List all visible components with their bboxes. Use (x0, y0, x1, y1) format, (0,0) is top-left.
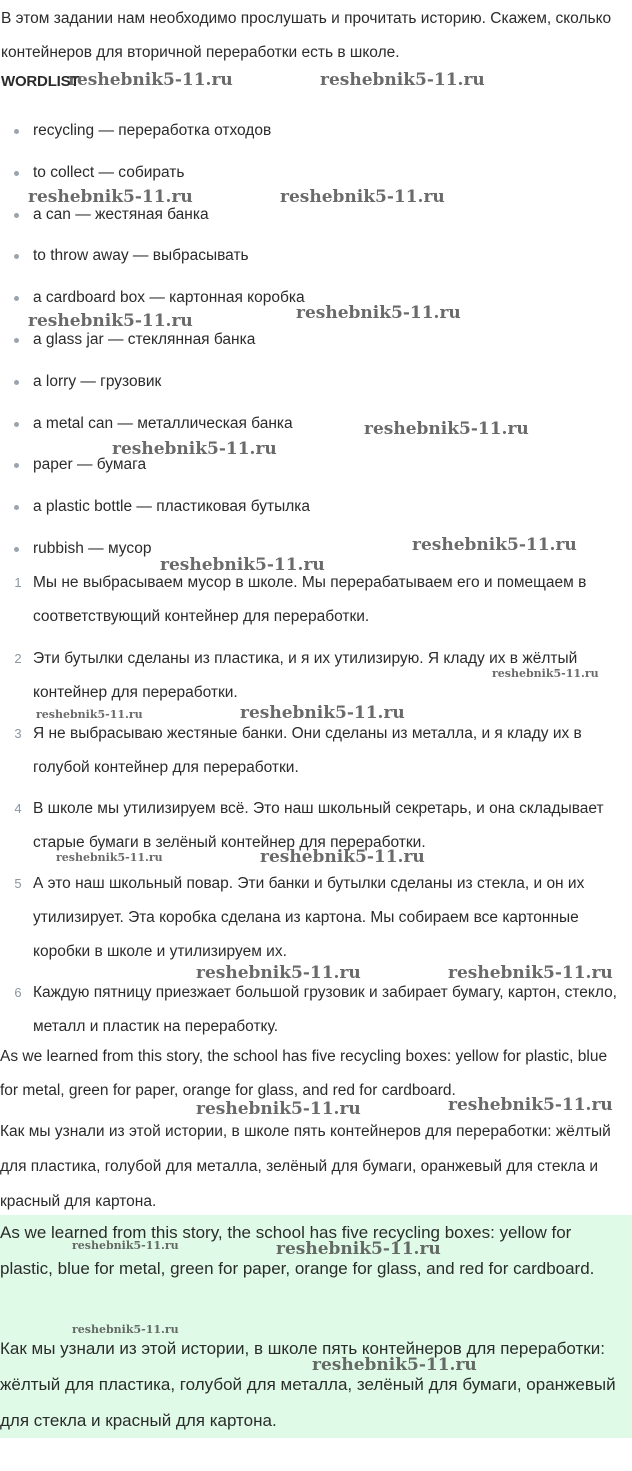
watermark: reshebnik5-11.ru (448, 963, 613, 983)
bullet-icon (14, 129, 19, 134)
watermark: reshebnik5-11.ru (412, 535, 577, 555)
bullet-icon (14, 254, 19, 259)
story-item-text: В школе мы утилизируем всё. Это наш школьный секретарь, и она складывает старые бумаги в зелёный контейнер для переработки. (33, 800, 604, 851)
bullet-icon (14, 296, 19, 301)
wordlist-item (0, 118, 620, 160)
answer-english: As we learned from this story, the school has five recycling boxes: yellow for plastic, blue for metal, green for paper, orange for glass, and red for cardboard. (0, 1048, 608, 1099)
watermark: reshebnik5-11.ru (364, 419, 529, 439)
story-item-number: 3 (14, 726, 22, 741)
wordlist-item (0, 494, 620, 536)
watermark: reshebnik5-11.ru (280, 187, 445, 207)
story-item-number: 4 (14, 801, 22, 816)
wordlist-item-text: paper — бумага (33, 456, 147, 474)
watermark: reshebnik5-11.ru (196, 1099, 361, 1119)
watermark: reshebnik5-11.ru (260, 847, 425, 867)
wordlist-item (0, 369, 620, 411)
wordlist-item-text: a can — жестяная банка (33, 205, 209, 223)
story-item-number: 6 (14, 985, 22, 1000)
wordlist-item (0, 452, 620, 494)
watermark: reshebnik5-11.ru (28, 311, 193, 331)
wordlist-item (0, 327, 620, 369)
story-item-number: 1 (14, 575, 22, 590)
wordlist-item-text: to collect — собирать (33, 163, 185, 181)
watermark: reshebnik5-11.ru (196, 963, 361, 983)
bullet-icon (14, 422, 19, 427)
highlight-answer-russian: Как мы узнали из этой истории, в школе пять контейнеров для переработки: жёлтый для пластика, голубой для металла, зелёный для бумаги, оранжевый для стекла и красный для картона. (0, 1339, 616, 1430)
story-item-number: 2 (14, 651, 22, 666)
wordlist-item-text: a glass jar — стеклянная банка (33, 330, 256, 348)
watermark: reshebnik5-11.ru (320, 70, 485, 90)
story-item-text: Я не выбрасываю жестяные банки. Они сделаны из металла, и я кладу их в голубой контейнер для переработки. (33, 725, 582, 776)
bullet-icon (14, 505, 19, 510)
wordlist-item-text: recycling — переработка отходов (33, 122, 272, 139)
story-item (0, 867, 630, 976)
wordlist-item-text: a metal can — металлическая банка (33, 414, 293, 432)
watermark: reshebnik5-11.ru (240, 703, 405, 723)
story-item (0, 566, 630, 642)
watermark: reshebnik5-11.ru (276, 1239, 441, 1259)
watermark: reshebnik5-11.ru (72, 1239, 179, 1252)
answer-russian: Как мы узнали из этой истории, в школе пять контейнеров для переработки: жёлтый для пластика, голубой для металла, зелёный для бумаги, оранжевый для стекла и красный для картона. (0, 1123, 611, 1210)
watermark: reshebnik5-11.ru (68, 70, 233, 90)
watermark: reshebnik5-11.ru (448, 1095, 613, 1115)
bullet-icon (14, 547, 19, 552)
story-item-text: Мы не выбрасываем мусор в школе. Мы перерабатываем его и помещаем в соответствующий контейнер для переработки. (33, 574, 587, 625)
wordlist-item (0, 202, 620, 244)
story-item (0, 976, 630, 1044)
watermark: reshebnik5-11.ru (112, 439, 277, 459)
bullet-icon (14, 338, 19, 343)
watermark: reshebnik5-11.ru (296, 303, 461, 323)
wordlist-item-text: to throw away — выбрасывать (33, 247, 249, 265)
watermark: reshebnik5-11.ru (72, 1323, 179, 1336)
wordlist-item-text: rubbish — мусор (33, 539, 152, 557)
story-item (0, 717, 630, 792)
wordlist-item (0, 243, 620, 285)
intro-text: В этом задании нам необходимо прослушать и прочитать историю. Скажем, сколько контейнеров для вторичной переработки есть в школе. (1, 10, 612, 61)
wordlist-item-text: a lorry — грузовик (33, 372, 162, 390)
bullet-icon (14, 171, 19, 176)
highlight-answer-english: As we learned from this story, the school has five recycling boxes: yellow for plastic, blue for metal, green for paper, orange for glass, and red for cardboard. (0, 1223, 595, 1278)
story-item-text: Каждую пятницу приезжает большой грузовик и забирает бумагу, картон, стекло, металл и пластик на переработку. (33, 984, 617, 1035)
story-item-text: А это наш школьный повар. Эти банки и бутылки сделаны из стекла, и он их утилизирует. Эта коробка сделана из картона. Мы собираем все картонные коробки в школе и утилизируем их. (33, 875, 585, 960)
watermark: reshebnik5-11.ru (492, 667, 599, 680)
story-item-text: Эти бутылки сделаны из пластика, и я их утилизирую. Я кладу их в жёлтый контейнер для переработки. (33, 650, 578, 701)
watermark: reshebnik5-11.ru (312, 1355, 477, 1375)
bullet-icon (14, 463, 19, 468)
watermark: reshebnik5-11.ru (36, 708, 143, 721)
wordlist-heading: WORDLIST (1, 73, 80, 90)
wordlist-item-text: a cardboard box — картонная коробка (33, 289, 305, 307)
wordlist-item-text: a plastic bottle — пластиковая бутылка (33, 498, 311, 516)
watermark: reshebnik5-11.ru (28, 187, 193, 207)
watermark: reshebnik5-11.ru (160, 555, 325, 575)
watermark: reshebnik5-11.ru (56, 851, 163, 864)
bullet-icon (14, 380, 19, 385)
bullet-icon (14, 213, 19, 218)
story-item-number: 5 (14, 876, 22, 891)
